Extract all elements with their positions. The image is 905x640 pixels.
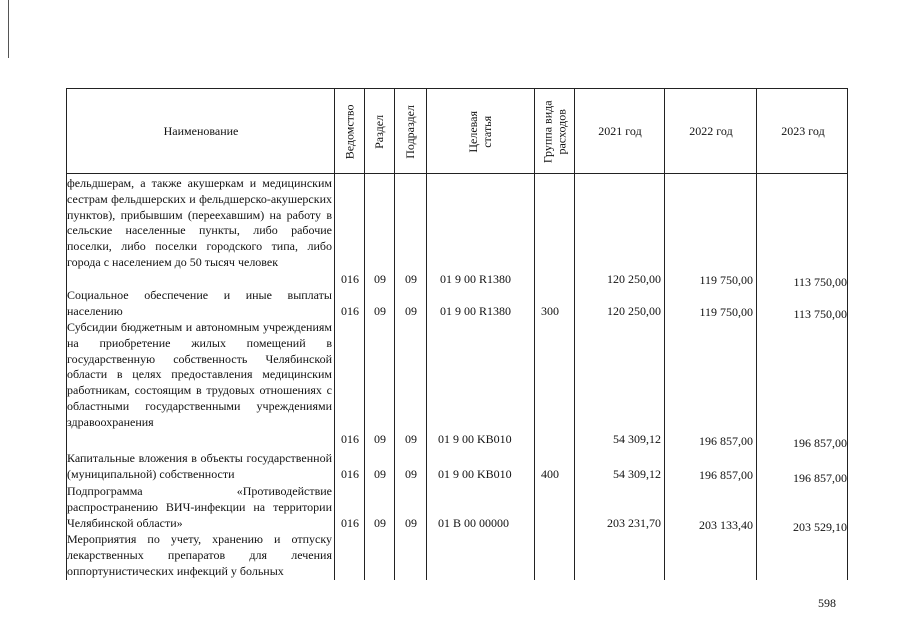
cell-2022: 119 750,00	[699, 305, 753, 319]
cell-podrazdel: 09	[405, 467, 417, 481]
column-divider	[574, 88, 575, 580]
column-divider	[756, 88, 757, 580]
header-2023: 2023 год	[781, 124, 825, 139]
table-row-name: фельдшерам, а также акушеркам и медицинским сестрам фельдшерских и фельдшерско-акушерских пунктов), прибывшим (переехавшим) на работу в сельские населенные пункты, либо рабочие поселки, либо поселки городского типа, либо города с населением до 50 тысяч человек	[67, 176, 332, 269]
column-divider	[334, 88, 335, 580]
cell-celevaya-statya: 01 9 00 R1380	[440, 272, 512, 286]
header-celevaya-statya: Целевая статья	[466, 111, 494, 153]
cell-celevaya-statya: 01 В 00 00000	[438, 516, 510, 530]
cell-ved: 016	[341, 272, 359, 286]
cell-ved: 016	[341, 304, 359, 318]
cell-razdel: 09	[374, 304, 386, 318]
header-2022: 2022 год	[689, 124, 733, 139]
header-razdel: Раздел	[372, 115, 387, 149]
cell-ved: 016	[341, 516, 359, 530]
cell-2023: 196 857,00	[793, 436, 847, 450]
column-divider	[364, 88, 365, 580]
table-row-name: Социальное обеспечение и иные выплаты населению	[67, 288, 332, 318]
header-name: Наименование	[163, 124, 239, 139]
page-edge-line	[8, 0, 9, 58]
cell-gruppa-vida: 300	[541, 304, 559, 318]
cell-razdel: 09	[374, 467, 386, 481]
cell-celevaya-statya: 01 9 00 KB010	[438, 467, 512, 481]
column-divider	[426, 88, 427, 580]
column-divider	[394, 88, 395, 580]
cell-2022: 119 750,00	[699, 273, 753, 287]
table-row-name: Мероприятия по учету, хранению и отпуску лекарственных препаратов для лечения оппортунистических инфекций у больных	[67, 532, 332, 578]
cell-podrazdel: 09	[405, 516, 417, 530]
header-vedomstvo: Ведомство	[342, 104, 357, 160]
cell-celevaya-statya: 01 9 00 R1380	[440, 304, 512, 318]
cell-2021: 54 309,12	[613, 432, 661, 446]
cell-podrazdel: 09	[405, 304, 417, 318]
cell-podrazdel: 09	[405, 272, 417, 286]
column-divider	[534, 88, 535, 580]
table-header	[66, 88, 848, 174]
page-number: 598	[818, 596, 836, 610]
cell-podrazdel: 09	[405, 432, 417, 446]
table-row-name: Субсидии бюджетным и автономным учреждениям на приобретение жилых помещений в государственную собственность Челябинской области в целях предоставления медицинским работникам, состоящим в трудовых отношениях с областными государственными учреждениями здравоохранения	[67, 320, 332, 429]
cell-razdel: 09	[374, 432, 386, 446]
header-podrazdel: Подраздел	[403, 105, 418, 159]
column-divider	[847, 88, 848, 580]
header-2021: 2021 год	[598, 124, 642, 139]
cell-2022: 196 857,00	[699, 434, 753, 448]
column-divider	[664, 88, 665, 580]
cell-gruppa-vida: 400	[541, 467, 559, 481]
cell-2023: 113 750,00	[793, 275, 847, 289]
cell-2022: 196 857,00	[699, 468, 753, 482]
cell-2021: 54 309,12	[613, 467, 661, 481]
cell-2021: 203 231,70	[607, 516, 661, 530]
cell-2021: 120 250,00	[607, 304, 661, 318]
cell-2023: 196 857,00	[793, 471, 847, 485]
table-row-name: Подпрограмма «Противодействие распространению ВИЧ-инфекции на территории Челябинской области»	[67, 484, 332, 530]
cell-2022: 203 133,40	[699, 518, 753, 532]
cell-2023: 203 529,10	[793, 520, 847, 534]
cell-razdel: 09	[374, 272, 386, 286]
cell-ved: 016	[341, 467, 359, 481]
cell-2023: 113 750,00	[793, 307, 847, 321]
table-row-name: Капитальные вложения в объекты государственной (муниципальной) собственности	[67, 451, 332, 481]
header-gruppa-vida: Группа вида расходов	[540, 100, 568, 164]
cell-ved: 016	[341, 432, 359, 446]
cell-2021: 120 250,00	[607, 272, 661, 286]
cell-razdel: 09	[374, 516, 386, 530]
cell-celevaya-statya: 01 9 00 KB010	[438, 432, 512, 446]
